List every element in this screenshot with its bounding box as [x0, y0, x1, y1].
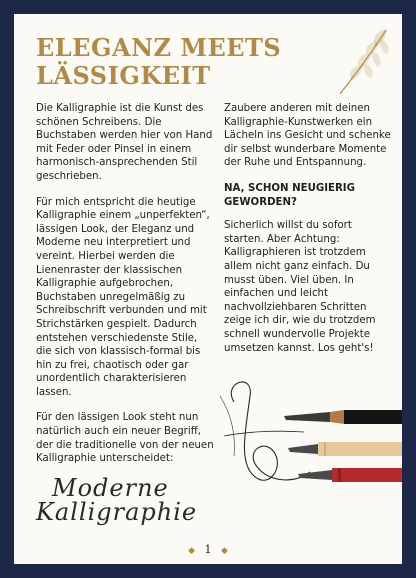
paragraph-enjoy: Zaubere anderen mit deinen Kalligraphie-Kunstwerken ein Lächeln ins Gesicht und schenke dir selbst wunderbare Momente der Ruhe und Entspannung.	[224, 103, 391, 169]
page	[14, 14, 402, 564]
diamond-icon: ◆	[221, 546, 228, 556]
script-line-1: Moderne	[52, 474, 169, 502]
script-lettering	[36, 474, 216, 544]
title-line-2: LÄSSIGKEIT	[36, 61, 211, 90]
script-line-2: Kalligraphie	[36, 498, 198, 526]
section-heading: NA, SCHON NEUGIERIG GEWORDEN?	[224, 182, 355, 208]
page-footer	[14, 543, 402, 556]
paragraph-start: Sicherlich willst du sofort starten. Aber Achtung: Kalligraphieren ist trotzdem allem nicht ganz einfach. Du musst üben. Viel üben. In einfachen und leicht nachvollziehbaren Schritten zeige ich dir, wie du trotzdem schnell wundervolle Projekte umsetzen kannst. Los geht's!	[224, 220, 376, 354]
right-column	[224, 102, 394, 367]
page-number: 1	[204, 543, 212, 556]
paragraph-modern-style: Für mich entspricht die heutige Kalligraphie einem „unperfekten“, lässigen Look, der Eleganz und Moderne neu interpretiert und vereint. Hierbei werden die Lienenraster der klassischen Kalligraphie aufgebrochen, Buchstaben unregelmäßig zu Schreibschrift verbunden und mit Strichstärken gespielt. Dadurch entstehen verschiedenste Stile, die sich von klassisch-formal bis hin zu frei, chaotisch oder gar unordentlich charakterisieren lassen.	[36, 196, 210, 398]
diamond-icon: ◆	[188, 546, 195, 556]
title-line-1: ELEGANZ MEETS	[36, 33, 282, 62]
pen-nib-icon	[214, 372, 402, 502]
leaf-icon	[332, 24, 392, 96]
left-column	[36, 102, 216, 478]
paragraph-intro: Die Kalligraphie ist die Kunst des schönen Schreibens. Die Buchstaben werden hier von Hand mit Feder oder Pinsel in einem harmonisch-ansprechenden Stil geschrieben.	[36, 103, 213, 182]
paragraph-new-term: Für den lässigen Look steht nun natürlich auch ein neuer Begriff, der die traditionelle von der neuen Kalligraphie unterscheidet:	[36, 412, 214, 465]
page-title	[36, 34, 281, 90]
